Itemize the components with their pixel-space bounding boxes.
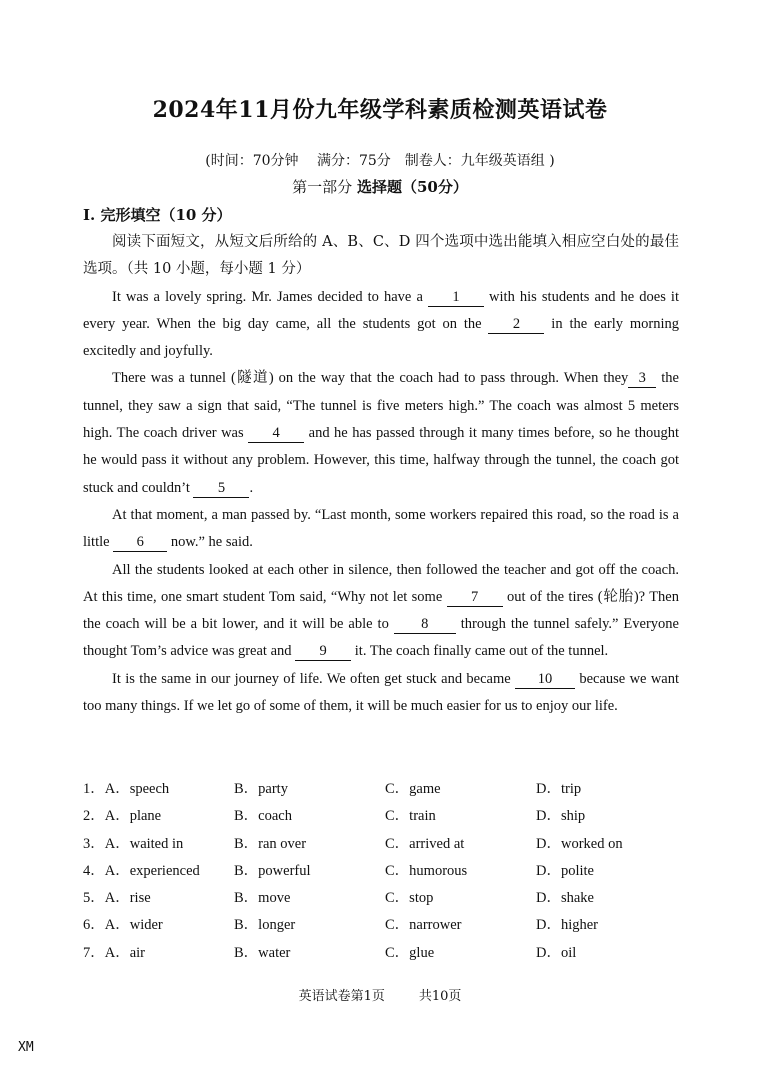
text: the tunnel, they saw a sign that said, “The tunnel is five meters high.” The coach was almost 5 meters high. The coach driver was xyxy=(83,370,679,442)
blank-5: 5 xyxy=(193,479,249,498)
text: At that moment, a man passed by. “Last month, some workers repaired this road, so the road is a little xyxy=(83,506,679,551)
text: . xyxy=(249,479,254,496)
option-c: C．narrower xyxy=(385,917,462,934)
option-row xyxy=(83,882,683,909)
option-b: B．ran over xyxy=(234,835,307,852)
option-row xyxy=(83,937,683,964)
options-list xyxy=(83,773,683,964)
option-a: 1．A．speech xyxy=(83,781,170,797)
option-a: 7．A．air xyxy=(83,944,146,961)
option-c: C．humorous xyxy=(385,862,468,879)
option-c: C．glue xyxy=(385,944,435,961)
part-heading xyxy=(0,176,760,197)
option-row xyxy=(83,909,683,936)
option-row xyxy=(83,828,683,855)
blank-4: 4 xyxy=(248,424,304,443)
option-b: B．water xyxy=(234,944,291,961)
blank-2: 2 xyxy=(488,315,544,334)
blank-10: 10 xyxy=(515,670,575,689)
page-number: 英语试卷第1页 xyxy=(298,989,385,1004)
text: because we want too many things. If we let go of some of them, it will be much easier for us to enjoy our life. xyxy=(83,670,679,715)
part-prefix: 第一部分 xyxy=(292,178,357,196)
option-b: B．longer xyxy=(234,917,296,934)
text: It was a lovely spring. Mr. James decided to have a xyxy=(112,288,428,305)
text: It is the same in our journey of life. We often get stuck and became xyxy=(112,670,516,687)
blank-3: 3 xyxy=(628,369,656,388)
blank-8: 8 xyxy=(394,615,456,634)
text: There was a tunnel (隧道) on the way that the coach had to pass through. When they xyxy=(112,370,629,387)
paragraph-5 xyxy=(83,666,679,721)
text: now.” he said. xyxy=(167,534,253,551)
option-a: 5．A．rise xyxy=(83,890,151,907)
text: out of the tires (轮胎)? Then the coach will be a bit lower, and it will be able to xyxy=(83,588,679,633)
text: in the early morning excitedly and joyfully. xyxy=(83,315,679,360)
blank-7: 7 xyxy=(447,588,503,607)
part-name: 选择题（50分） xyxy=(356,178,468,196)
option-row xyxy=(83,773,683,800)
text: and he has passed through it many times before, so he thought he would pass it without any problem. However, this time, halfway through the tunnel, the coach got stuck and couldn’t xyxy=(83,425,679,496)
page-total: 共10页 xyxy=(418,989,462,1004)
exam-title: 2024年11月份九年级学科素质检测英语试卷 xyxy=(152,97,608,123)
option-b: B．powerful xyxy=(234,862,311,879)
corner-mark: XM xyxy=(18,1040,34,1055)
page-footer xyxy=(0,985,760,1004)
blank-9: 9 xyxy=(295,642,351,661)
option-row xyxy=(83,800,683,827)
option-a: 2．A．plane xyxy=(83,808,162,825)
option-c: C．game xyxy=(385,781,441,797)
option-d: D．shake xyxy=(536,890,594,907)
section-heading: I. 完形填空（10 分） xyxy=(83,206,232,224)
option-row xyxy=(83,855,683,882)
text: All the students looked at each other in silence, then followed the teacher and got off the coach. At this time, one smart student Tom said, “Why not let some xyxy=(83,561,679,605)
option-c: C．train xyxy=(385,808,436,825)
blank-1: 1 xyxy=(428,288,484,307)
blank-6: 6 xyxy=(113,533,167,552)
text: with his students and he does it every year. When the big day came, all the students got on the xyxy=(83,288,679,332)
option-d: D．worked on xyxy=(536,835,623,852)
paragraph-3 xyxy=(83,502,679,557)
passage xyxy=(83,229,679,720)
option-c: C．arrived at xyxy=(385,835,465,852)
paragraph-4 xyxy=(83,557,679,666)
text: it. The coach finally came out of the tunnel. xyxy=(351,643,609,660)
option-c: C．stop xyxy=(385,890,434,907)
option-d: D．higher xyxy=(536,917,599,934)
option-a: 6．A．wider xyxy=(83,917,163,934)
option-d: D．trip xyxy=(536,781,582,797)
option-b: B．party xyxy=(234,781,288,797)
text: through the tunnel safely.” Everyone thought Tom’s advice was great and xyxy=(83,616,679,660)
option-b: B．move xyxy=(234,890,291,907)
option-a: 3．A．waited in xyxy=(83,835,184,852)
exam-info: (时间：70分钟 满分：75分 制卷人：九年级英语组 ) xyxy=(205,153,555,169)
paragraph-2 xyxy=(83,365,679,501)
option-b: B．coach xyxy=(234,808,292,825)
option-d: D．ship xyxy=(536,808,586,825)
option-d: D．oil xyxy=(536,944,577,961)
instructions: 阅读下面短文，从短文后所给的 A、B、C、D 四个选项中选出能填入相应空白处的最佳选项。（共 10 小题，每小题 1 分） xyxy=(83,234,679,278)
paragraph-1 xyxy=(83,284,679,366)
option-a: 4．A．experienced xyxy=(83,862,200,879)
option-d: D．polite xyxy=(536,862,594,879)
